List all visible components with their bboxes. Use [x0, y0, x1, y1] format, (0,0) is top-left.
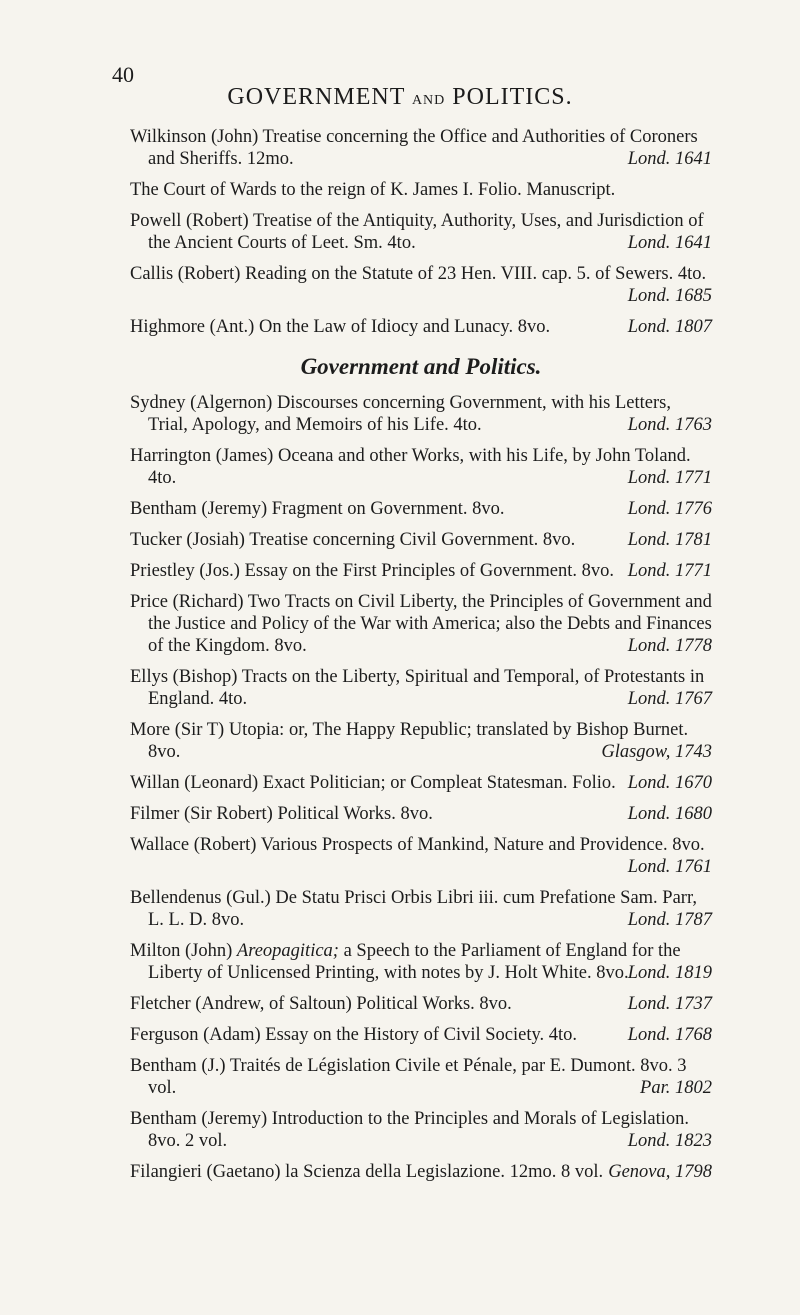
running-head: [0, 84, 800, 111]
catalog-entry: [130, 772, 712, 794]
catalog-entry: [130, 263, 712, 307]
catalog-entry: [130, 591, 712, 657]
entry-text: The Court of Wards to the reign of K. James I. Folio. Manuscript.: [130, 180, 616, 200]
catalog-entry: [130, 316, 712, 338]
entry-text: Callis (Robert) Reading on the Statute of 23 Hen. VIII. cap. 5. of Sewers. 4to.: [130, 264, 707, 284]
entry-text: Price (Richard) Two Tracts on Civil Liberty, the Principles of Government and the Justice and Policy of the War with America; also the Debts and Finances of the Kingdom. 8vo.: [130, 592, 712, 656]
catalog-entry: [130, 1024, 712, 1046]
entry-imprint: Lond. 1641: [627, 149, 712, 169]
entry-imprint: Lond. 1685: [627, 286, 712, 306]
catalog-entry: [130, 1161, 712, 1183]
entry-imprint: Lond. 1768: [627, 1025, 712, 1045]
entry-imprint: Par. 1802: [640, 1078, 712, 1098]
catalog-entry: [130, 993, 712, 1015]
entry-imprint: Lond. 1819: [627, 963, 712, 983]
entry-imprint: Lond. 1737: [627, 994, 712, 1014]
entry-text: Wallace (Robert) Various Prospects of Mankind, Nature and Providence. 8vo.: [130, 835, 705, 855]
entries-main-list: [130, 392, 712, 1183]
running-head-part3: POLITICS.: [445, 84, 573, 110]
entry-imprint: Lond. 1781: [627, 530, 712, 550]
entry-text: Willan (Leonard) Exact Politician; or Compleat Statesman. Folio.: [130, 773, 616, 793]
running-head-part1: GOVERNMENT: [227, 84, 412, 110]
entry-text: Filmer (Sir Robert) Political Works. 8vo.: [130, 804, 433, 824]
catalog-entry: [130, 1108, 712, 1152]
catalog-entry: [130, 392, 712, 436]
running-head-part2: AND: [411, 93, 446, 108]
page-number: 40: [112, 62, 134, 87]
catalog-entry: [130, 803, 712, 825]
entry-text: Filangieri (Gaetano) la Scienza della Legislazione. 12mo. 8 vol.: [130, 1162, 604, 1182]
catalog-entry: [130, 126, 712, 170]
entry-text: Bentham (Jeremy) Introduction to the Principles and Morals of Legislation. 8vo. 2 vol.: [130, 1109, 689, 1151]
entry-text: Ferguson (Adam) Essay on the History of Civil Society. 4to.: [130, 1025, 578, 1045]
entry-text: Bentham (J.) Traités de Législation Civile et Pénale, par E. Dumont. 8vo. 3 vol.: [130, 1056, 687, 1098]
catalog-entry: [130, 498, 712, 520]
entry-text: Fletcher (Andrew, of Saltoun) Political Works. 8vo.: [130, 994, 512, 1014]
entry-author: Milton (John): [130, 941, 237, 961]
entry-imprint: Glasgow, 1743: [601, 742, 712, 762]
entry-text: a Speech to the Parliament of England for the Liberty of Unlicensed Printing, with notes by J. Holt White. 8vo.: [148, 941, 681, 983]
catalog-entry: [130, 834, 712, 878]
entry-text: Ellys (Bishop) Tracts on the Liberty, Spiritual and Temporal, of Protestants in England. 4to.: [130, 667, 705, 709]
entry-text: Powell (Robert) Treatise of the Antiquity, Authority, Uses, and Jurisdiction of the Ancient Courts of Leet. Sm. 4to.: [130, 211, 704, 253]
catalog-entry: [130, 529, 712, 551]
catalog-entry: [130, 445, 712, 489]
entry-imprint: Lond. 1771: [627, 561, 712, 581]
entry-imprint: Lond. 1763: [627, 415, 712, 435]
entry-imprint: Lond. 1641: [627, 233, 712, 253]
entry-text: Bentham (Jeremy) Fragment on Government. 8vo.: [130, 499, 505, 519]
entry-imprint: Lond. 1767: [627, 689, 712, 709]
entry-text: Sydney (Algernon) Discourses concerning Government, with his Letters, Trial, Apology, and Memoirs of his Life. 4to.: [130, 393, 671, 435]
catalog-entry: [130, 179, 712, 201]
entry-imprint: Lond. 1761: [627, 857, 712, 877]
entry-text: Highmore (Ant.) On the Law of Idiocy and Lunacy. 8vo.: [130, 317, 551, 337]
entry-text: Harrington (James) Oceana and other Works, with his Life, by John Toland. 4to.: [130, 446, 691, 488]
entry-text: Wilkinson (John) Treatise concerning the Office and Authorities of Coroners and Sheriffs. 12mo.: [130, 127, 698, 169]
entry-title: Areopagitica;: [236, 941, 339, 961]
entry-imprint: Lond. 1680: [627, 804, 712, 824]
catalog-entry: [130, 940, 712, 984]
entry-text: More (Sir T) Utopia: or, The Happy Republic; translated by Bishop Burnet. 8vo.: [130, 720, 689, 762]
catalog-entry: [130, 560, 712, 582]
entry-imprint: Lond. 1787: [627, 910, 712, 930]
entry-imprint: Lond. 1778: [627, 636, 712, 656]
entries-top-list: [130, 126, 712, 338]
catalog-entry: [130, 887, 712, 931]
catalog-entry: [130, 210, 712, 254]
entry-imprint: Lond. 1776: [627, 499, 712, 519]
entry-text: Priestley (Jos.) Essay on the First Principles of Government. 8vo.: [130, 561, 615, 581]
section-heading: Government and Politics.: [300, 354, 542, 379]
entry-text: Tucker (Josiah) Treatise concerning Civil Government. 8vo.: [130, 530, 576, 550]
entry-imprint: Genova, 1798: [608, 1162, 712, 1182]
entry-imprint: Lond. 1771: [627, 468, 712, 488]
entry-imprint: Lond. 1670: [627, 773, 712, 793]
entry-text: Bellendenus (Gul.) De Statu Prisci Orbis Libri iii. cum Prefatione Sam. Parr, L. L. D. 8vo.: [130, 888, 698, 930]
entry-imprint: Lond. 1823: [627, 1131, 712, 1151]
entry-imprint: Lond. 1807: [627, 317, 712, 337]
catalog-entry: [130, 666, 712, 710]
catalog-entry: [130, 1055, 712, 1099]
catalog-entry: [130, 719, 712, 763]
page-content: [130, 126, 712, 1192]
